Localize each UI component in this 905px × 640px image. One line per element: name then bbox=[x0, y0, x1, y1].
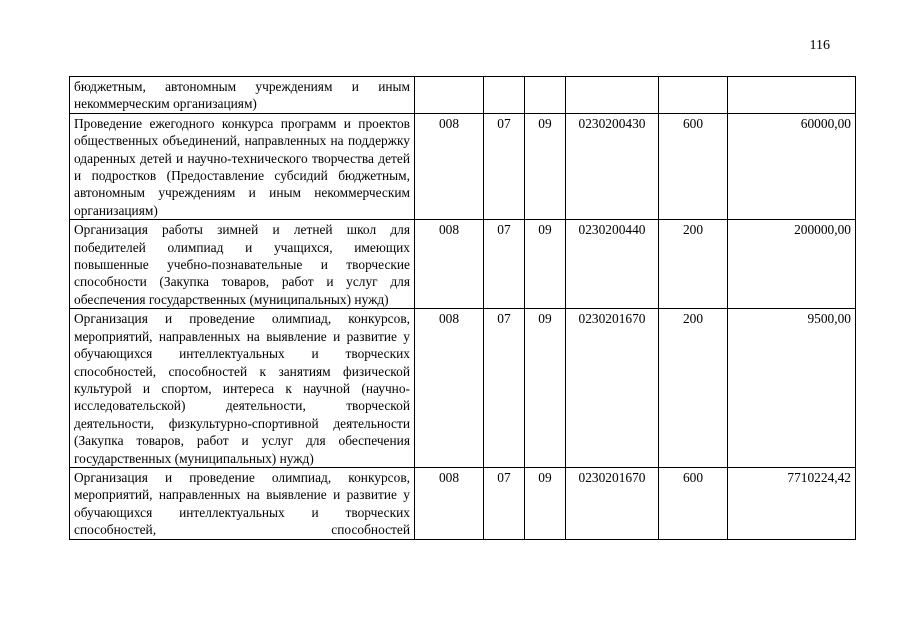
row-section bbox=[484, 77, 525, 114]
row-target-article: 0230200430 bbox=[566, 113, 659, 219]
row-subsection: 09 bbox=[525, 220, 566, 309]
table-row bbox=[70, 309, 856, 468]
row-description: Организация и проведение олимпиад, конкурсов, мероприятий, направленных на выявление и развитие у обучающихся интеллектуальных и творческих способностей, способностей bbox=[70, 467, 415, 539]
row-grbs: 008 bbox=[415, 113, 484, 219]
row-subsection bbox=[525, 77, 566, 114]
row-description: бюджетным, автономным учреждениям и иным некоммерческим организациям) bbox=[70, 77, 415, 114]
row-grbs: 008 bbox=[415, 309, 484, 468]
row-sum: 60000,00 bbox=[728, 113, 856, 219]
row-target-article bbox=[566, 77, 659, 114]
row-subsection: 09 bbox=[525, 113, 566, 219]
table-row bbox=[70, 220, 856, 309]
row-sum bbox=[728, 77, 856, 114]
row-target-article: 0230201670 bbox=[566, 309, 659, 468]
row-sum: 200000,00 bbox=[728, 220, 856, 309]
row-target-article: 0230200440 bbox=[566, 220, 659, 309]
budget-table bbox=[69, 76, 856, 540]
row-section: 07 bbox=[484, 113, 525, 219]
row-description: Организация и проведение олимпиад, конкурсов, мероприятий, направленных на выявление и развитие у обучающихся интеллектуальных и творческих способностей, способностей к занятиям физической культурой и спортом, интереса к научной (научно-исследовательской) деятельности, творческой деятельности, физкультурно-спортивной деятельности (Закупка товаров, работ и услуг для обеспечения государственных (муниципальных) нужд) bbox=[70, 309, 415, 468]
row-expense-type bbox=[659, 77, 728, 114]
row-expense-type: 600 bbox=[659, 467, 728, 539]
row-expense-type: 200 bbox=[659, 220, 728, 309]
table-row bbox=[70, 467, 856, 539]
row-section: 07 bbox=[484, 467, 525, 539]
row-description: Организация работы зимней и летней школ для победителей олимпиад и учащихся, имеющих повышенные учебно-познавательные и творческие способности (Закупка товаров, работ и услуг для обеспечения государственных (муниципальных) нужд) bbox=[70, 220, 415, 309]
row-subsection: 09 bbox=[525, 467, 566, 539]
row-grbs: 008 bbox=[415, 220, 484, 309]
row-sum: 9500,00 bbox=[728, 309, 856, 468]
row-subsection: 09 bbox=[525, 309, 566, 468]
row-grbs: 008 bbox=[415, 467, 484, 539]
row-expense-type: 200 bbox=[659, 309, 728, 468]
table-row bbox=[70, 113, 856, 219]
row-section: 07 bbox=[484, 220, 525, 309]
row-description: Проведение ежегодного конкурса программ и проектов общественных объединений, направленных на поддержку одаренных детей и научно-технического творчества детей и подростков (Предоставление субсидий бюджетным, автономным учреждениям и иным некоммерческим организациям) bbox=[70, 113, 415, 219]
row-sum: 7710224,42 bbox=[728, 467, 856, 539]
row-section: 07 bbox=[484, 309, 525, 468]
row-grbs bbox=[415, 77, 484, 114]
row-expense-type: 600 bbox=[659, 113, 728, 219]
row-target-article: 0230201670 bbox=[566, 467, 659, 539]
page-number: 116 bbox=[809, 38, 830, 53]
table-row bbox=[70, 77, 856, 114]
